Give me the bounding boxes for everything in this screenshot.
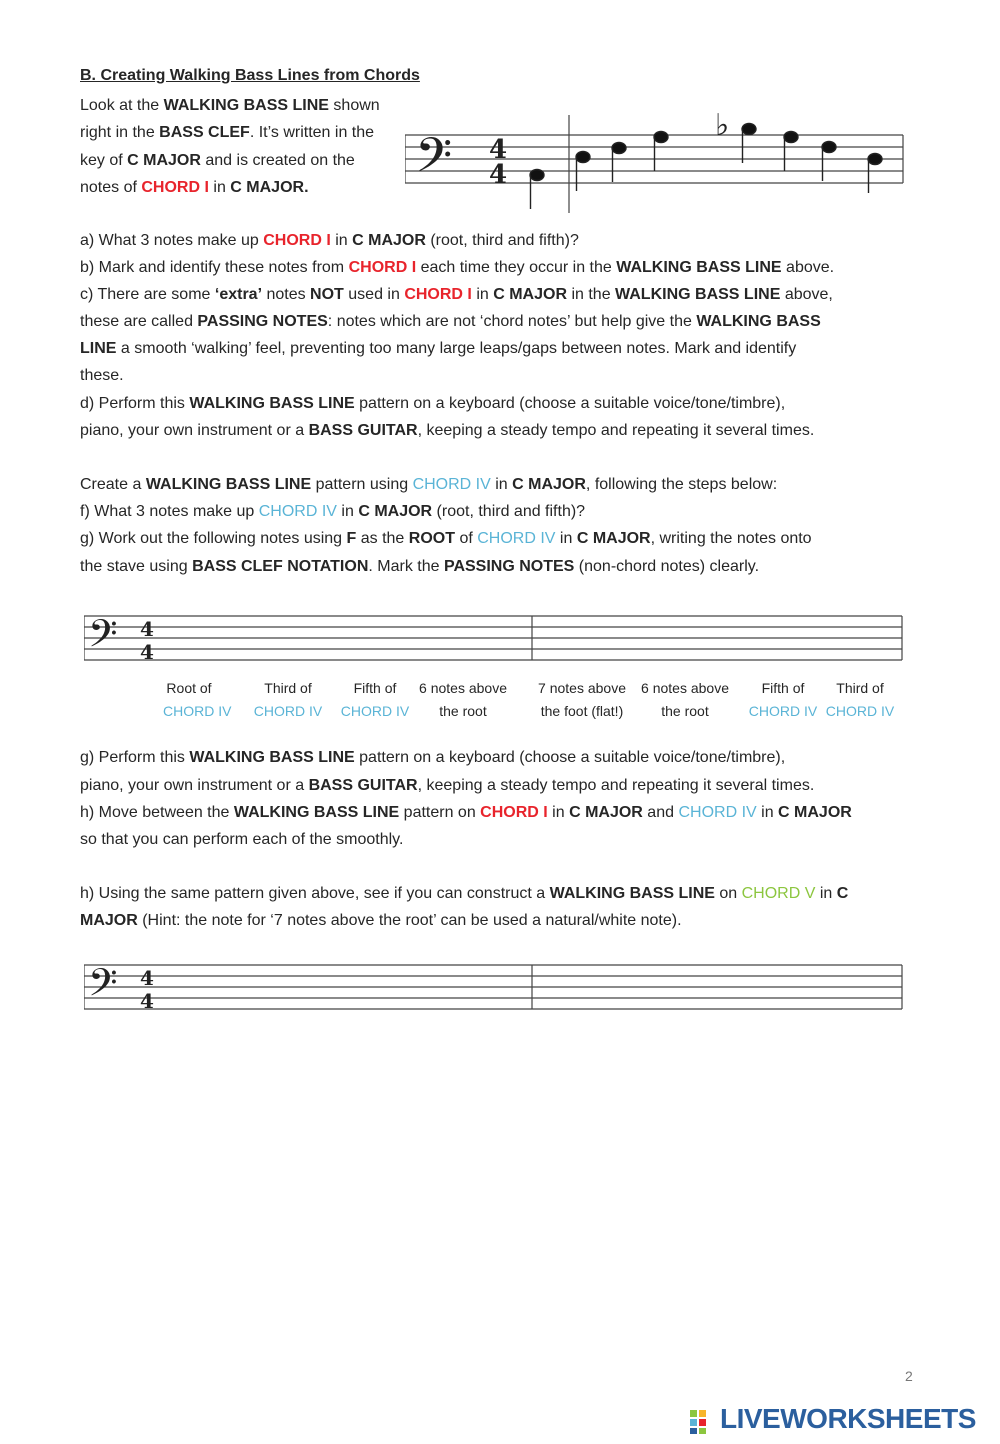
question-h2-line-2: MAJOR (Hint: the note for ‘7 notes above the root’ can be used a natural/white note). bbox=[80, 912, 682, 929]
svg-text:♭: ♭ bbox=[715, 108, 730, 143]
page-number: 2 bbox=[905, 1368, 913, 1384]
question-g2-line-1: g) Perform this WALKING BASS LINE pattern on a keyboard (choose a suitable voice/tone/timbre), bbox=[80, 749, 786, 766]
note bbox=[654, 132, 668, 143]
question-c-line-4: these. bbox=[80, 367, 124, 384]
question-g-line-2: the stave using BASS CLEF NOTATION. Mark the PASSING NOTES (non-chord notes) clearly. bbox=[80, 558, 760, 575]
svg-text:𝄢: 𝄢 bbox=[88, 612, 118, 665]
note-label-7: Fifth of CHORD IV bbox=[748, 680, 818, 719]
svg-text:𝄢: 𝄢 bbox=[88, 961, 118, 1014]
question-f: f) What 3 notes make up CHORD IV in C MAJOR (root, third and fifth)? bbox=[80, 503, 586, 520]
note-label-6: 6 notes above the root bbox=[641, 680, 729, 719]
section-title: B. Creating Walking Bass Lines from Chords bbox=[80, 67, 420, 84]
note bbox=[742, 124, 756, 135]
note-label-1: Root of CHORD IV bbox=[163, 680, 232, 719]
liveworksheets-logo-icon bbox=[690, 1410, 716, 1434]
note-label-3: Fifth of CHORD IV bbox=[340, 680, 410, 719]
note bbox=[612, 143, 626, 154]
brand-name: LIVEWORKSHEETS bbox=[720, 1403, 976, 1434]
note-label-8: Third of CHORD IV bbox=[825, 680, 895, 719]
answer-staff-chord-iv[interactable] bbox=[84, 612, 904, 668]
question-c-line-3: LINE a smooth ‘walking’ feel, preventing too many large leaps/gaps between notes. Mark and identify bbox=[80, 340, 797, 357]
answer-staff-chord-v[interactable] bbox=[84, 961, 904, 1017]
question-b: b) Mark and identify these notes from CHORD I each time they occur in the WALKING BASS LINE above. bbox=[80, 259, 835, 276]
question-g2-line-2: piano, your own instrument or a BASS GUITAR, keeping a steady tempo and repeating it several times. bbox=[80, 777, 815, 794]
intro-paragraph: Look at the WALKING BASS LINE shown right in the BASS CLEF. It’s written in the key of C MAJOR and is created on the notes of CHORD I in C MAJOR. bbox=[80, 97, 380, 196]
svg-text:4: 4 bbox=[140, 640, 154, 664]
time-signature bbox=[140, 617, 154, 664]
question-c-line-2: these are called PASSING NOTES: notes which are not ‘chord notes’ but help give the WALKING BASS bbox=[80, 313, 821, 330]
question-h2-line-1: h) Using the same pattern given above, see if you can construct a WALKING BASS LINE on CHORD V in C bbox=[80, 885, 849, 902]
question-a: a) What 3 notes make up CHORD I in C MAJOR (root, third and fifth)? bbox=[80, 232, 579, 249]
note bbox=[868, 154, 882, 165]
question-g-line-1: g) Work out the following notes using F as the ROOT of CHORD IV in C MAJOR, writing the notes onto bbox=[80, 530, 812, 547]
liveworksheets-logo[interactable] bbox=[690, 1402, 990, 1438]
example-bass-staff bbox=[405, 95, 905, 220]
question-h-line-1: h) Move between the WALKING BASS LINE pattern on CHORD I in C MAJOR and CHORD IV in C MAJOR bbox=[80, 804, 852, 821]
note bbox=[784, 132, 798, 143]
time-signature bbox=[489, 135, 507, 190]
example-notes bbox=[530, 124, 882, 210]
question-h-line-2: so that you can perform each of the smoothly. bbox=[80, 831, 404, 848]
flat-sign-icon bbox=[715, 108, 729, 143]
note-label-4: 6 notes above the root bbox=[419, 680, 507, 719]
bass-clef-icon bbox=[88, 612, 118, 665]
note bbox=[530, 170, 544, 181]
time-signature bbox=[140, 966, 154, 1013]
note-label-5: 7 notes above the foot (flat!) bbox=[538, 680, 626, 719]
note bbox=[822, 142, 836, 153]
question-d-line-1: d) Perform this WALKING BASS LINE pattern on a keyboard (choose a suitable voice/tone/timbre), bbox=[80, 395, 786, 412]
question-c-line-1: c) There are some ‘extra’ notes NOT used in CHORD I in C MAJOR in the WALKING BASS LINE above, bbox=[80, 286, 833, 303]
note-label-2: Third of CHORD IV bbox=[253, 680, 323, 719]
question-d-line-2: piano, your own instrument or a BASS GUITAR, keeping a steady tempo and repeating it several times. bbox=[80, 422, 815, 439]
svg-text:4: 4 bbox=[140, 966, 154, 990]
svg-text:4: 4 bbox=[140, 989, 154, 1013]
note bbox=[576, 152, 590, 163]
svg-text:4: 4 bbox=[140, 617, 154, 641]
bass-clef-icon bbox=[415, 127, 452, 195]
svg-text:4: 4 bbox=[489, 135, 508, 165]
svg-text:𝄢: 𝄢 bbox=[415, 127, 453, 195]
bass-clef-icon bbox=[88, 961, 118, 1014]
create-instruction: Create a WALKING BASS LINE pattern using CHORD IV in C MAJOR, following the steps below: bbox=[80, 476, 778, 493]
svg-text:4: 4 bbox=[489, 160, 508, 190]
